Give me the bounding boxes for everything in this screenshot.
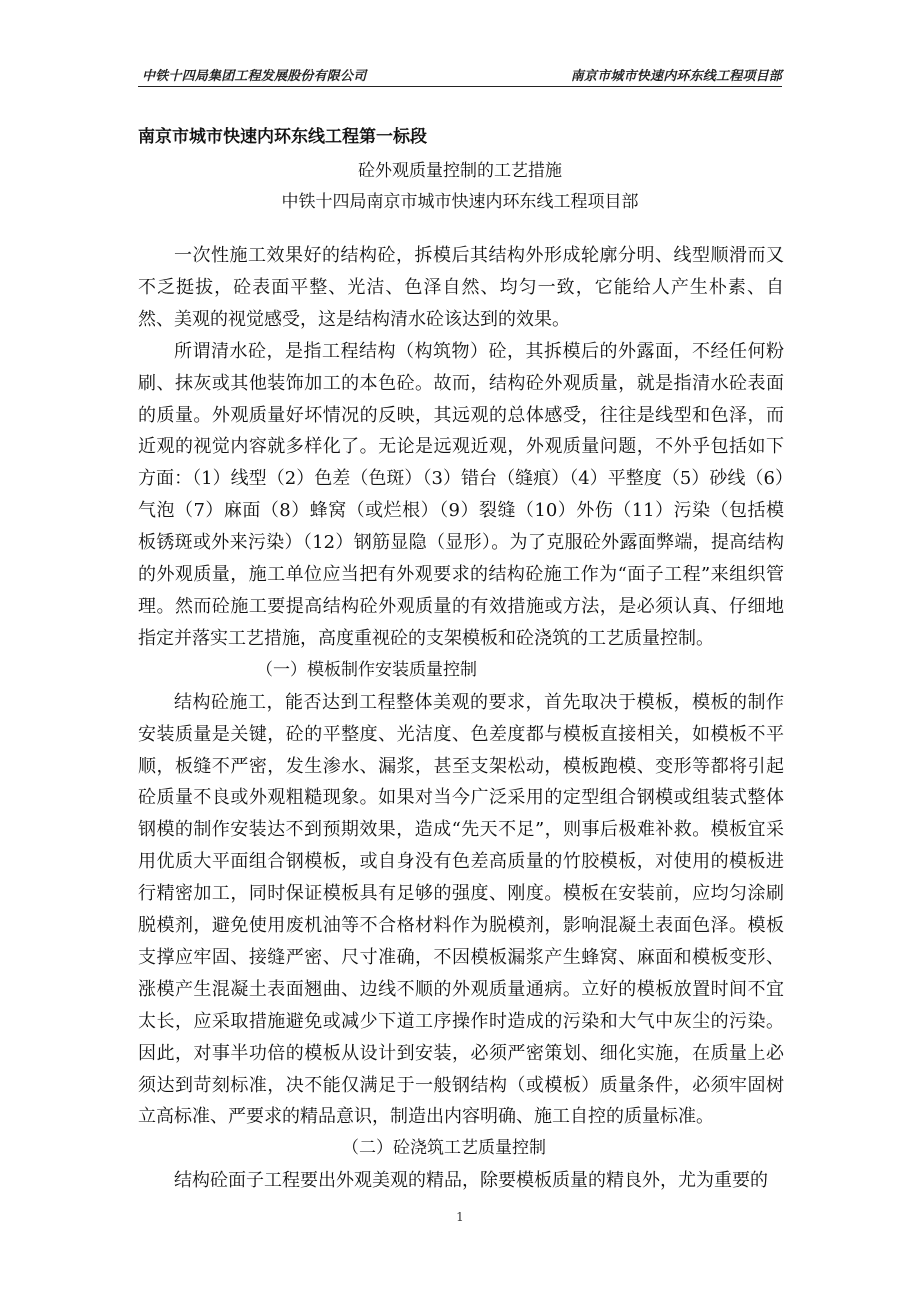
paragraph: 结构砼施工，能否达到工程整体美观的要求，首先取决于模板，模板的制作安装质量是关键，砼的平整度、光洁度、色差度都与模板直接相关，如模板不平顺，板缝不严密，发生渗水、漏浆，甚至支架松动，模板跑模、变形等都将引起砼质量不良或外观粗糙现象。如果对当今广泛采用的定型组合钢模或组装式整体钢模的制作安装达不到预期效果，造成“先天不足”，则事后极难补救。模板宜采用优质大平面组合钢模板，或自身没有色差高质量的竹胶模板，对使用的模板进行精密加工，同时保证模板具有足够的强度、刚度。模板在安装前，应均匀涂刷脱模剂，避免使用废机油等不合格材料作为脱模剂，影响混凝土表面色泽。模板支撑应牢固、接缝严密、尺寸准确，不因模板漏浆产生蜂窝、麻面和模板变形、涨模产生混凝土表面翘曲、边线不顺的外观质量通病。立好的模板放置时间不宜太长，应采取措施避免或减少下道工序操作时造成的污染和大气中灰尘的污染。因此，对事半功倍的模板从设计到安装，必须严密策划、细化实施，在质量上必须达到苛刻标准，决不能仅满足于一般钢结构（或模板）质量条件，必须牢固树立高标准、严要求的精品意识，制造出内容明确、施工自控的质量标准。: [138, 691, 784, 1128]
document-author: 中铁十四局南京市城市快速内环东线工程项目部: [281, 192, 639, 212]
section-heading: （二）砼浇筑工艺质量控制: [342, 1138, 546, 1159]
paragraph: 一次性施工效果好的结构砼，拆模后其结构外形成轮廓分明、线型顺滑而又不乏挺拔，砼表面平整、光洁、色泽自然、均匀一致，它能给人产生朴素、自然、美观的视觉感受，这是结构清水砼该达到的效果。: [138, 245, 784, 330]
document-subtitle: 砼外观质量控制的工艺措施: [358, 161, 562, 181]
paragraph: 所谓清水砼，是指工程结构（构筑物）砼，其拆模后的外露面，不经任何粉刷、抹灰或其他装饰加工的本色砼。故而，结构砼外观质量，就是指清水砼表面的质量。外观质量好坏情况的反映，其远观的总体感受，往往是线型和色泽，而近观的视觉内容就多样化了。无论是远观近观，外观质量问题，不外乎包括如下方面：（1）线型（2）色差（色斑）（3）错台（缝痕）（4）平整度（5）砂线（6）气泡（7）麻面（8）蜂窝（或烂根）（9）裂缝（10）外伤（11）污染（包括模板锈斑或外来污染）（12）钢筋显隐（显形）。为了克服砼外露面弊端，提高结构的外观质量，施工单位应当把有外观要求的结构砼施工作为“面子工程”来组织管理。然而砼施工要提高结构砼外观质量的有效措施或方法，是必须认真、仔细地指定并落实工艺措施，高度重视砼的支架模板和砼浇筑的工艺质量控制。: [138, 340, 784, 649]
document-body: [138, 240, 784, 1197]
section-heading: （一）模板制作安装质量控制: [256, 659, 477, 680]
header-project: 南京市城市快速内环东线工程项目部: [570, 69, 782, 84]
paragraph: 结构砼面子工程要出外观美观的精品，除要模板质量的精良外，尤为重要的: [174, 1170, 768, 1192]
header-company: 中铁十四局集团工程发展股份有限公司: [142, 69, 367, 84]
page-header: [138, 62, 782, 87]
page-number: 1: [456, 1210, 464, 1224]
document-title: 南京市城市快速内环东线工程第一标段: [138, 127, 427, 147]
